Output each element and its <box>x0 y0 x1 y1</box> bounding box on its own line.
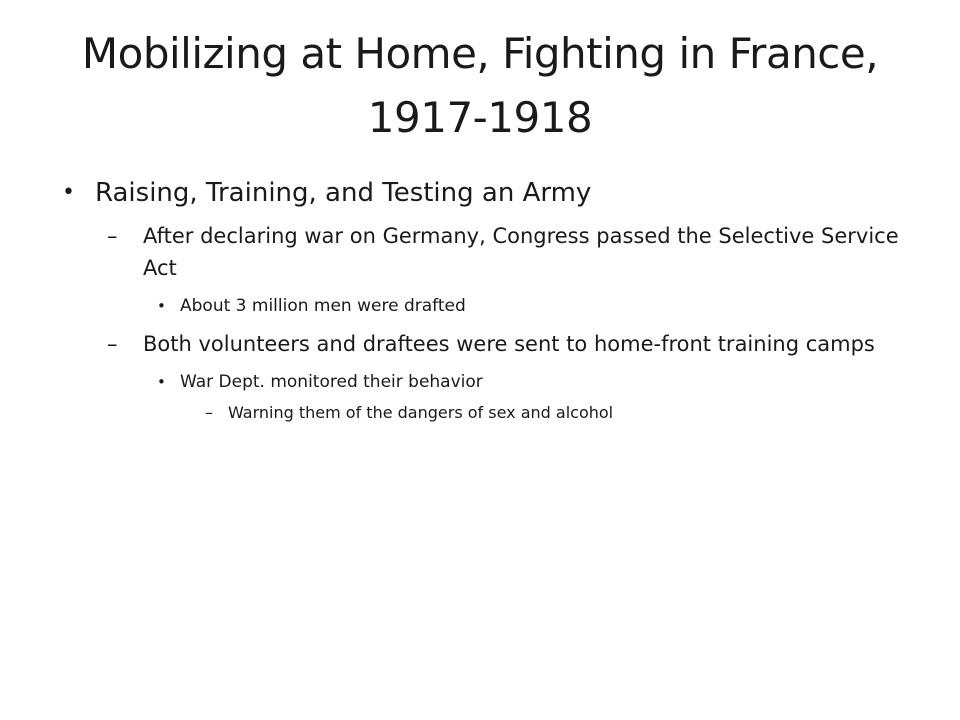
bullet-level-2 <box>60 328 900 360</box>
bullet-level-2 <box>60 220 900 284</box>
bullet-text: Both volunteers and draftees were sent to home-front training camps <box>143 332 875 356</box>
bullet-text: Warning them of the dangers of sex and alcohol <box>228 403 614 422</box>
bullet-dash-icon: – <box>205 403 213 422</box>
bullet-dot-icon: • <box>157 373 166 391</box>
slide-body <box>60 170 900 424</box>
bullet-level-3 <box>60 370 900 394</box>
bullet-level-4 <box>60 402 900 424</box>
bullet-dash-icon: – <box>107 332 118 356</box>
bullet-dot-icon: • <box>157 297 166 315</box>
bullet-dash-icon: – <box>107 224 118 248</box>
bullet-level-1 <box>60 176 900 210</box>
bullet-level-3 <box>60 294 900 318</box>
bullet-dot-icon: • <box>62 180 75 205</box>
bullet-text: Raising, Training, and Testing an Army <box>95 178 592 208</box>
bullet-text: After declaring war on Germany, Congress passed the Selective Service Act <box>143 224 899 280</box>
bullet-text: War Dept. monitored their behavior <box>180 372 483 392</box>
slide-title: Mobilizing at Home, Fighting in France, 1917-1918 <box>81 29 879 142</box>
bullet-text: About 3 million men were drafted <box>180 296 466 316</box>
